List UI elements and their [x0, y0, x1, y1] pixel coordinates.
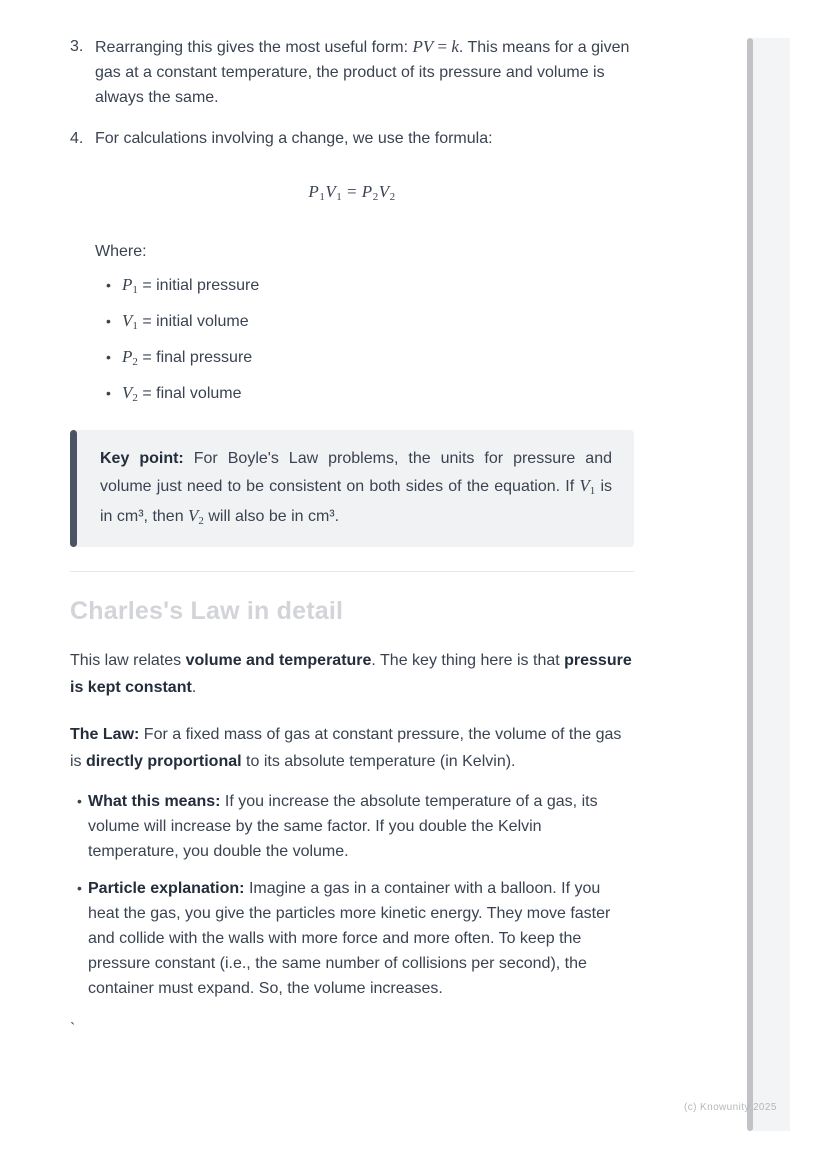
formula-display: [70, 179, 634, 207]
bullet-icon: •: [106, 313, 111, 329]
bullet-icon: •: [77, 793, 82, 809]
text-run: Rearranging this gives the most useful form:: [95, 39, 413, 56]
where-item: [106, 308, 634, 336]
where-item-text: [122, 308, 249, 336]
bullet-icon: •: [106, 385, 111, 401]
math-sub: 2: [132, 356, 138, 368]
where-list: [70, 272, 634, 408]
scrollbar-track[interactable]: [752, 38, 790, 1131]
paragraph-volume-temperature: [70, 647, 634, 701]
math-var: V: [188, 506, 199, 525]
list-item-text: For calculations involving a change, we use the formula:: [95, 130, 493, 147]
formula-equals: =: [342, 182, 362, 201]
formula-v2-sub: 2: [389, 191, 396, 203]
text-run: If you increase the absolute temperature of a gas, its volume will increase by the same factor. If you double the Kelvin temperature, you double the volume.: [88, 793, 598, 860]
footer-credit: (c) Knowunity 2025: [684, 1102, 777, 1113]
text-run: = final pressure: [137, 349, 253, 366]
text-run: This law relates: [70, 652, 186, 669]
list-number: 3.: [70, 38, 84, 55]
math-var: V: [579, 476, 590, 495]
callout-accent-bar: [70, 430, 77, 547]
list-item-what-this-means: [70, 789, 634, 864]
formula-v1: V: [325, 182, 337, 201]
key-point-label: Key point:: [100, 450, 184, 467]
math-sub: 1: [132, 284, 138, 296]
math-sub: 2: [132, 392, 138, 404]
formula-v2: V: [378, 182, 390, 201]
where-item: [106, 380, 634, 408]
math-var: V: [122, 311, 133, 330]
text-run: For Boyle's Law problems, the units for pressure and volume just need to be consistent on both sides of the equation. If: [100, 450, 613, 495]
bullet-icon: •: [77, 880, 82, 896]
text-run: For a fixed mass of gas at constant pressure, the volume of the gas is: [70, 726, 622, 770]
text-run: = initial volume: [137, 313, 249, 330]
bold-run: directly proportional: [86, 753, 242, 770]
bullet-text: [88, 876, 634, 1001]
list-item-particle-explanation: [70, 876, 634, 1001]
where-item: [106, 344, 634, 372]
formula-p1: P: [308, 182, 320, 201]
list-item-3: [70, 34, 634, 110]
math-var: V: [122, 383, 133, 402]
list-number: 4.: [70, 130, 84, 147]
bullet-text: [88, 789, 634, 864]
text-run: . This means for a given gas at a constant temperature, the product of its pressure and volume is always the same.: [95, 39, 630, 106]
math-sub: 1: [589, 485, 596, 497]
where-item-text: [122, 344, 252, 372]
math-var: P: [122, 347, 133, 366]
section-divider: [70, 571, 634, 572]
list-item-4: [70, 126, 634, 151]
bold-run: volume and temperature: [185, 652, 372, 669]
text-run: will also be in cm³.: [203, 508, 340, 525]
text-run: = initial pressure: [137, 277, 260, 294]
bullet-icon: •: [106, 349, 111, 365]
where-item-text: [122, 272, 259, 300]
formula-p2: P: [361, 182, 373, 201]
formula-v1-sub: 1: [336, 191, 343, 203]
where-item: [106, 272, 634, 300]
formula-p2-sub: 2: [372, 191, 379, 203]
math-sub: 2: [198, 515, 204, 527]
formula-p1-sub: 1: [319, 191, 326, 203]
scrollbar-thumb[interactable]: [747, 38, 753, 1131]
text-run: to its absolute temperature (in Kelvin).: [241, 753, 516, 770]
charles-bullet-list: [70, 789, 634, 1001]
stray-backtick: `: [70, 1021, 76, 1038]
bold-run: pressure is kept constant: [70, 652, 632, 696]
bullet-icon: •: [106, 277, 111, 293]
list-item-text: [95, 34, 634, 110]
text-run: is in cm³, then: [100, 478, 613, 525]
bold-run: The Law:: [70, 726, 140, 743]
inline-math-pv: PV: [412, 37, 434, 56]
where-item-text: [122, 380, 242, 408]
math-sub: 1: [132, 320, 138, 332]
key-point-callout: [70, 430, 634, 547]
bullet-lead: Particle explanation:: [88, 880, 245, 897]
numbered-list: [70, 34, 634, 151]
inline-math-equals: =: [433, 37, 452, 56]
math-var: P: [122, 275, 133, 294]
inline-math-k: k: [451, 37, 459, 56]
text-run: .: [191, 679, 197, 696]
text-run: = final volume: [137, 385, 242, 402]
where-label: Where:: [95, 243, 147, 260]
paragraph-the-law: [70, 721, 634, 775]
bullet-lead: What this means:: [88, 793, 221, 810]
section-heading: Charles's Law in detail: [70, 597, 344, 625]
text-run: Imagine a gas in a container with a balloon. If you heat the gas, you give the particles more kinetic energy. They move faster and collide with the walls with more force and more often. To keep the pressure constant (i.e., the same number of collisions per second), the container must expand. So, the volume increases.: [88, 880, 611, 997]
text-run: . The key thing here is that: [371, 652, 565, 669]
